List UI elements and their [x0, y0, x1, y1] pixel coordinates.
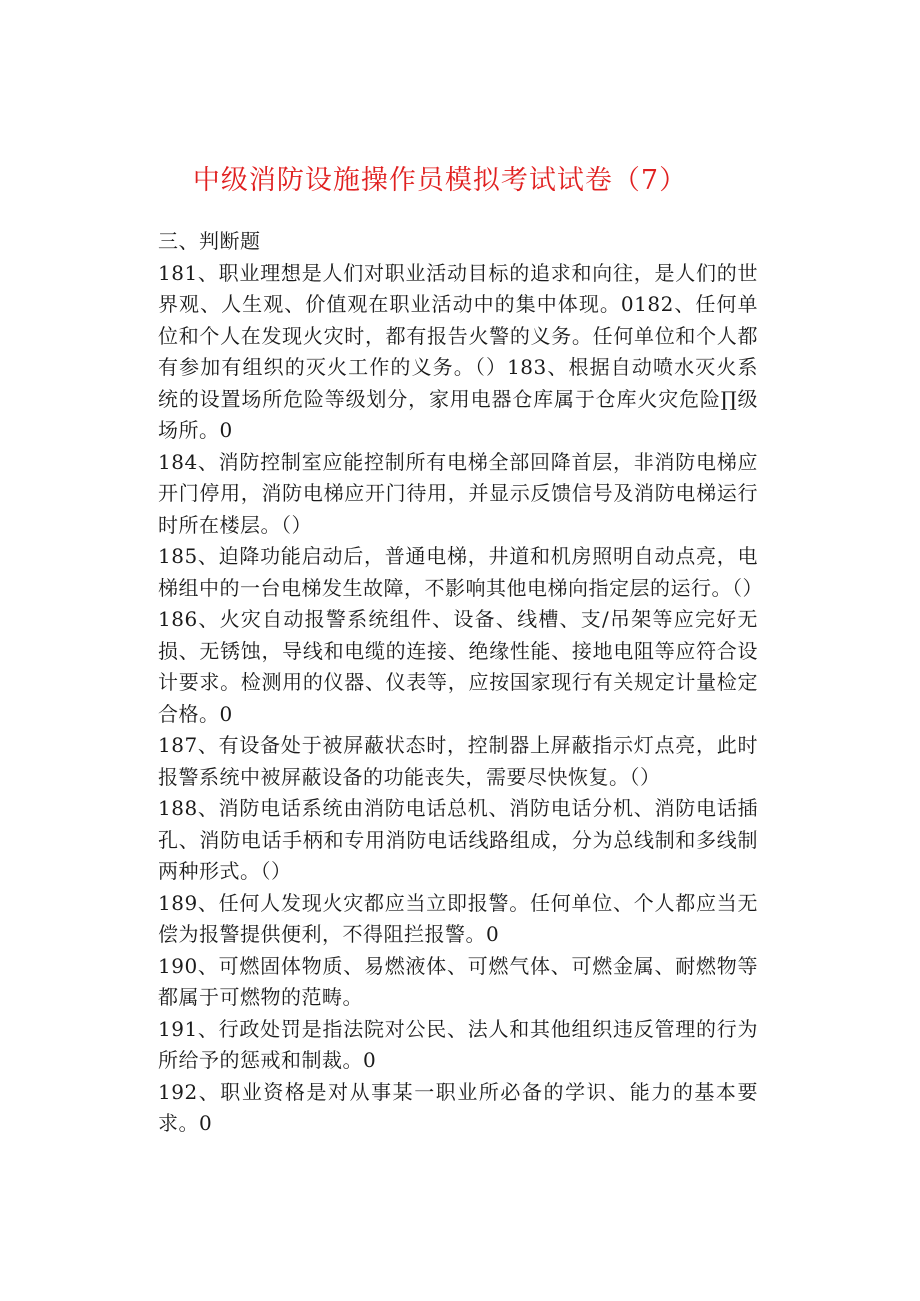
question-189: 189、任何人发现火灾都应当立即报警。任何单位、个人都应当无偿为报警提供便利，不得阻拦报警。0	[158, 890, 758, 946]
question-192: 192、职业资格是对从事某一职业所必备的学识、能力的基本要求。0	[158, 1079, 758, 1135]
question-191: 191、行政处罚是指法院对公民、法人和其他组织违反管理的行为所给予的惩戒和制裁。0	[158, 1016, 758, 1072]
question-section	[158, 226, 763, 1140]
question-187: 187、有设备处于被屏蔽状态时，控制器上屏蔽指示灯点亮，此时报警系统中被屏蔽设备的功能丧失，需要尽快恢复。（）	[158, 733, 758, 789]
question-188: 188、消防电话系统由消防电话总机、消防电话分机、消防电话插孔、消防电话手柄和专用消防电话线路组成，分为总线制和多线制两种形式。（）	[158, 796, 758, 883]
question-184: 184、消防控制室应能控制所有电梯全部回降首层，非消防电梯应开门停用，消防电梯应开门待用，并显示反馈信号及消防电梯运行时所在楼层。（）	[158, 449, 758, 537]
section-heading: 三、判断题	[158, 229, 261, 253]
page-title: 中级消防设施操作员模拟考试试卷（7）	[192, 165, 688, 196]
question-181-183: 181、职业理想是人们对职业活动目标的追求和向往，是人们的世界观、人生观、价值观在职业活动中的集中体现。0182、任何单位和个人在发现火灾时，都有报告火警的义务。任何单位和个人都有参加有组织的灭火工作的义务。（）183、根据自动喷水灭火系统的设置场所危险等级划分，家用电器仓库属于仓库火灾危险∏级场所。0	[158, 260, 758, 442]
question-186: 186、火灾自动报警系统组件、设备、线槽、支/吊架等应完好无损、无锈蚀，导线和电缆的连接、绝缘性能、接地电阻等应符合设计要求。检测用的仪器、仪表等，应按国家现行有关规定计量检定合格。0	[158, 607, 758, 726]
question-185: 185、迫降功能启动后，普通电梯，井道和机房照明自动点亮，电梯组中的一台电梯发生故障，不影响其他电梯向指定层的运行。（）	[158, 544, 763, 600]
question-190: 190、可燃固体物质、易燃液体、可燃气体、可燃金属、耐燃物等都属于可燃物的范畴。	[158, 953, 758, 1009]
